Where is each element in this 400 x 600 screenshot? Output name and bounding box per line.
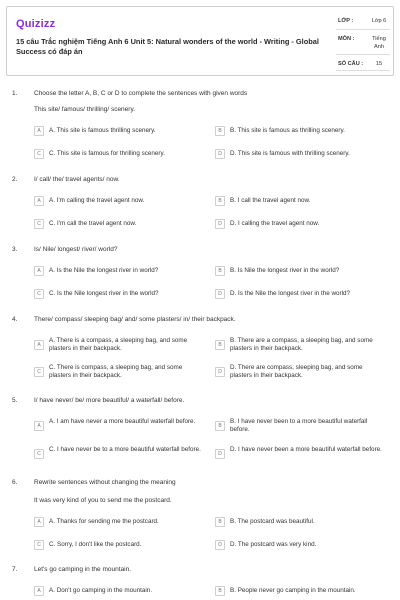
- question-prompt: I/ call/ the/ travel agents/ now.: [34, 176, 120, 183]
- option-letter: A: [34, 340, 44, 350]
- question-3: [10, 246, 390, 301]
- question-number: 6.: [12, 479, 18, 486]
- question-7: [10, 566, 390, 598]
- option-letter: C: [34, 219, 44, 229]
- option-letter: D: [215, 219, 225, 229]
- option-text: D. There are compass, sleeping bag, and some plasters in their backpack.: [230, 364, 363, 379]
- option-text: B. There are a compass, a sleeping bag, and some plasters in their backpack.: [230, 337, 373, 352]
- question-6: [10, 479, 390, 551]
- option-text: B. People never go camping in the mountain.: [230, 587, 356, 594]
- question-number: 7.: [12, 566, 18, 573]
- option-text: B. This site is famous as thrilling scenery.: [230, 127, 345, 134]
- option-letter: D: [215, 289, 225, 299]
- count-value: 15: [375, 61, 383, 67]
- option-text: A. Is the Nile the longest river in world?: [49, 267, 159, 274]
- option-text: A. Don't go camping in the mountain.: [49, 587, 153, 594]
- option-text: C. Sorry, I don't like the postcard.: [49, 541, 142, 548]
- option-text: D. Is the Nile the longest river in the world?: [230, 290, 351, 297]
- option-text: B. Is Nile the longest river in the world?: [230, 267, 340, 274]
- question-prompt: Rewrite sentences without changing the meaning: [34, 479, 176, 486]
- worksheet-title: 15 câu Trắc nghiệm Tiếng Anh 6 Unit 5: Natural wonders of the world - Writing - Global Success có đáp án: [16, 37, 319, 56]
- option-letter: C: [34, 149, 44, 159]
- option-text: C. Is the Nile longest river in the world?: [49, 290, 159, 297]
- option-text: D. This site is famous with thrilling scenery.: [230, 150, 350, 157]
- option-text: D. The postcard was very kind.: [230, 541, 317, 548]
- option-text: A. I'm calling the travel agent now.: [49, 197, 145, 204]
- option-text: D. I calling the travel agent now.: [230, 220, 320, 227]
- question-subprompt: It was very kind of you to send me the postcard.: [34, 497, 172, 504]
- option-text: C. There is compass, a sleeping bag, and some plasters in their backpack.: [49, 364, 183, 379]
- question-prompt: Is/ Nile/ longest/ river/ world?: [34, 246, 118, 253]
- option-text: A. This site is famous thrilling scenery.: [49, 127, 156, 134]
- option-text: A. I am have never a more beautiful waterfall before.: [49, 418, 196, 425]
- question-prompt: Let's go camping in the mountain.: [34, 566, 131, 573]
- option-letter: C: [34, 367, 44, 377]
- question-4: [10, 316, 390, 386]
- worksheet-header: [6, 6, 394, 76]
- class-value: Lớp 6: [371, 18, 387, 24]
- question-prompt: There/ compass/ sleeping bag/ and/ some plasters/ in/ their backpack.: [34, 316, 236, 323]
- question-number: 5.: [12, 397, 18, 404]
- class-label: LỚP :: [338, 18, 354, 24]
- option-letter: C: [34, 449, 44, 459]
- option-letter: B: [215, 340, 225, 350]
- option-text: A. Thanks for sending me the postcard.: [49, 518, 159, 525]
- option-text: B. I call the travel agent now.: [230, 197, 311, 204]
- divider: [336, 29, 390, 30]
- option-text: D. I have never been a more beautiful waterfall before.: [230, 446, 382, 453]
- option-text: C. I'm call the travel agent now.: [49, 220, 137, 227]
- option-letter: B: [215, 196, 225, 206]
- option-letter: B: [215, 421, 225, 431]
- option-letter: A: [34, 266, 44, 276]
- option-letter: B: [215, 126, 225, 136]
- question-number: 2.: [12, 176, 18, 183]
- option-text: B. I have never been to a more beautiful waterfall before.: [230, 418, 368, 433]
- option-text: C. This site is famous for thrilling scenery.: [49, 150, 165, 157]
- option-letter: B: [215, 266, 225, 276]
- question-number: 1.: [12, 90, 18, 97]
- option-letter: C: [34, 540, 44, 550]
- option-letter: A: [34, 126, 44, 136]
- option-letter: B: [215, 517, 225, 527]
- option-letter: A: [34, 421, 44, 431]
- subject-value: Tiếng Anh: [372, 36, 386, 50]
- option-letter: D: [215, 149, 225, 159]
- count-label: SỐ CÂU :: [338, 61, 364, 67]
- question-number: 3.: [12, 246, 18, 253]
- option-letter: A: [34, 196, 44, 206]
- question-prompt: I/ have never/ be/ more beautiful/ a waterfall/ before.: [34, 397, 185, 404]
- option-text: C. I have never be to a more beautiful waterfall before.: [49, 446, 201, 453]
- divider: [336, 54, 390, 55]
- option-letter: D: [215, 449, 225, 459]
- option-text: B. The postcard was beautiful.: [230, 518, 315, 525]
- divider: [336, 70, 390, 71]
- question-2: [10, 176, 390, 231]
- option-letter: D: [215, 540, 225, 550]
- option-letter: C: [34, 289, 44, 299]
- question-number: 4.: [12, 316, 18, 323]
- option-letter: D: [215, 367, 225, 377]
- question-prompt: Choose the letter A, B, C or D to complete the sentences with given words: [34, 90, 248, 97]
- option-letter: A: [34, 517, 44, 527]
- option-letter: B: [215, 586, 225, 596]
- subject-label: MÔN :: [338, 36, 355, 42]
- question-subprompt: This site/ famous/ thrilling/ scenery.: [34, 106, 136, 113]
- option-text: A. There is a compass, a sleeping bag, and some plasters in their backpack.: [49, 337, 188, 352]
- option-letter: A: [34, 586, 44, 596]
- question-5: [10, 397, 390, 467]
- quizizz-logo: Quizizz: [16, 18, 56, 30]
- question-1: [10, 90, 390, 160]
